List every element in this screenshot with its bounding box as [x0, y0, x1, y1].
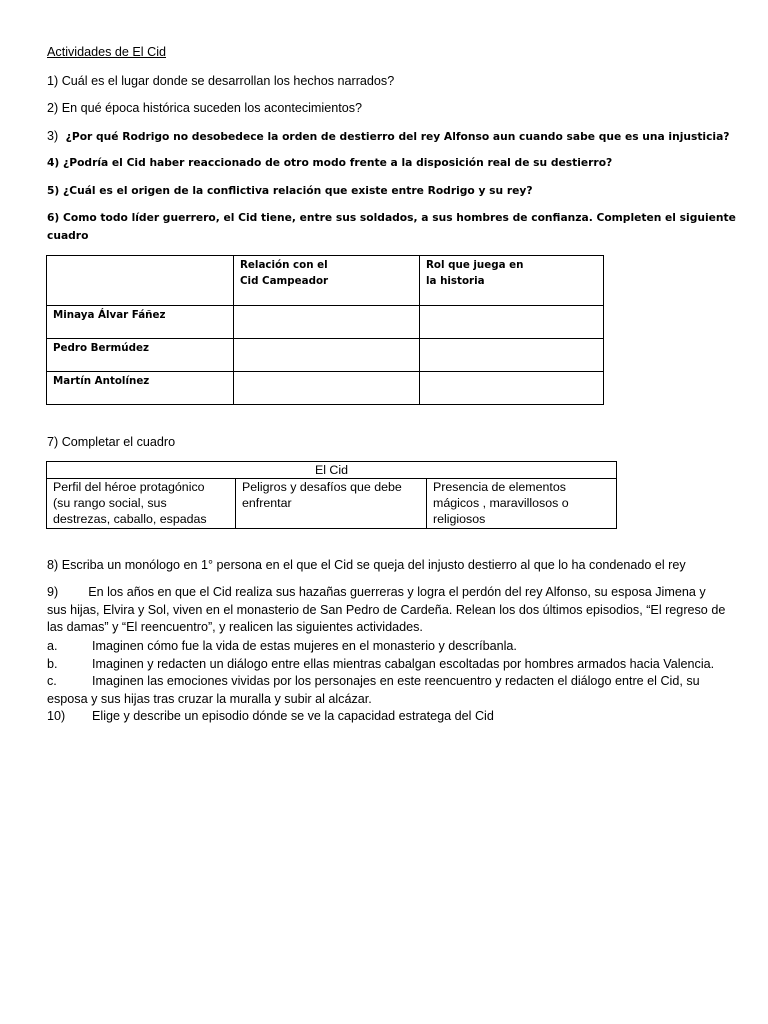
question-3-text: ¿Por qué Rodrigo no desobedece la orden de destierro del rey Alfonso aun cuando sabe que es una injusticia? — [65, 130, 730, 143]
dangers-cell — [236, 479, 427, 529]
row-name-cell — [47, 306, 234, 339]
magic-elements-line-2: mágicos , maravillosos o — [433, 496, 569, 510]
magic-elements-cell — [427, 479, 617, 529]
item-label: c. — [47, 674, 57, 688]
question-3-number: 3) — [47, 129, 59, 143]
header-role-line-2: la historia — [426, 275, 485, 287]
table-row — [47, 306, 604, 339]
question-6-line-1: 6) Como todo líder guerrero, el Cid tiene, entre sus soldados, a sus hombres de confianza. Completen el siguiente — [47, 211, 736, 224]
dangers-line-2: enfrentar — [242, 496, 292, 510]
question-6-line-2: cuadro — [47, 229, 89, 242]
item-text: Imaginen cómo fue la vida de estas mujeres en el monasterio y descríbanla. — [92, 639, 517, 653]
item-label: b. — [47, 656, 58, 671]
question-9 — [47, 584, 727, 637]
trusted-men-table — [46, 255, 604, 405]
header-relation-line-2: Cid Campeador — [240, 275, 329, 287]
header-relation-line-1: Relación con el — [240, 259, 328, 271]
row-name-cell — [47, 372, 234, 405]
question-4: 4) ¿Podría el Cid haber reaccionado de otro modo frente a la disposición real de su destierro? — [47, 156, 613, 169]
table-header-relation — [234, 256, 420, 306]
hero-profile-cell — [47, 479, 236, 529]
list-item — [47, 673, 737, 708]
hero-profile-line-3: destrezas, caballo, espadas — [53, 512, 207, 526]
row-name-cell — [47, 339, 234, 372]
question-9-number: 9) — [47, 585, 59, 599]
table-row — [47, 339, 604, 372]
el-cid-table-header — [47, 462, 617, 479]
row-relation-cell[interactable] — [234, 306, 420, 339]
magic-elements-line-3: religiosos — [433, 512, 486, 526]
row-role-cell[interactable] — [420, 339, 604, 372]
item-text: Imaginen las emociones vividas por los personajes en este reencuentro y redacten el diálogo entre el Cid, su esposa y sus hijas tras cruzar la muralla y subir al alcázar. — [47, 674, 700, 706]
row-name: Pedro Bermúdez — [53, 342, 149, 354]
table-header-cell-empty — [47, 256, 234, 306]
table-header-row — [47, 256, 604, 306]
item-text: Imaginen y redacten un diálogo entre ellas mientras cabalgan escoltadas por hombres armados hacia Valencia. — [92, 656, 715, 671]
row-relation-cell[interactable] — [234, 339, 420, 372]
dangers-line-1: Peligros y desafíos que debe — [242, 480, 402, 494]
hero-profile-line-2: (su rango social, sus — [53, 496, 167, 510]
question-1: 1) Cuál es el lugar donde se desarrollan los hechos narrados? — [47, 74, 395, 88]
row-name: Martín Antolínez — [53, 375, 150, 387]
table-header-role — [420, 256, 604, 306]
question-10 — [47, 708, 737, 726]
question-10-text: Elige y describe un episodio dónde se ve la capacidad estratega del Cid — [92, 709, 494, 723]
list-item — [47, 638, 737, 656]
question-10-number: 10) — [47, 709, 66, 723]
row-name: Minaya Álvar Fáñez — [53, 309, 166, 321]
list-item — [47, 656, 737, 674]
question-9-text: En los años en que el Cid realiza sus hazañas guerreras y logra el perdón del rey Alfonso, su esposa Jimena y sus hijas, Elvira y Sol, viven en el monasterio de San Pedro de Cardeña. Relean los dos últimos episodios, “El regreso de las damas” y “El reencuentro”, y realicen las siguientes actividades. — [47, 585, 726, 634]
hero-profile-line-1: Perfil del héroe protagónico — [53, 480, 205, 494]
row-role-cell[interactable] — [420, 372, 604, 405]
question-5: 5) ¿Cuál es el origen de la conflictiva relación que existe entre Rodrigo y su rey? — [47, 184, 533, 197]
el-cid-header-text: El Cid — [314, 463, 349, 477]
magic-elements-line-1: Presencia de elementos — [433, 480, 566, 494]
question-3 — [47, 127, 730, 145]
question-9-items — [47, 638, 737, 726]
header-role-line-1: Rol que juega en — [426, 259, 524, 271]
row-role-cell[interactable] — [420, 306, 604, 339]
question-8: 8) Escriba un monólogo en 1° persona en el que el Cid se queja del injusto destierro al que lo ha condenado el rey — [47, 558, 686, 572]
question-7: 7) Completar el cuadro — [47, 435, 176, 449]
item-label: a. — [47, 639, 58, 653]
page-title: Actividades de El Cid — [47, 45, 167, 59]
table-row — [47, 372, 604, 405]
el-cid-table — [46, 461, 617, 529]
question-2: 2) En qué época histórica suceden los acontecimientos? — [47, 101, 363, 115]
row-relation-cell[interactable] — [234, 372, 420, 405]
